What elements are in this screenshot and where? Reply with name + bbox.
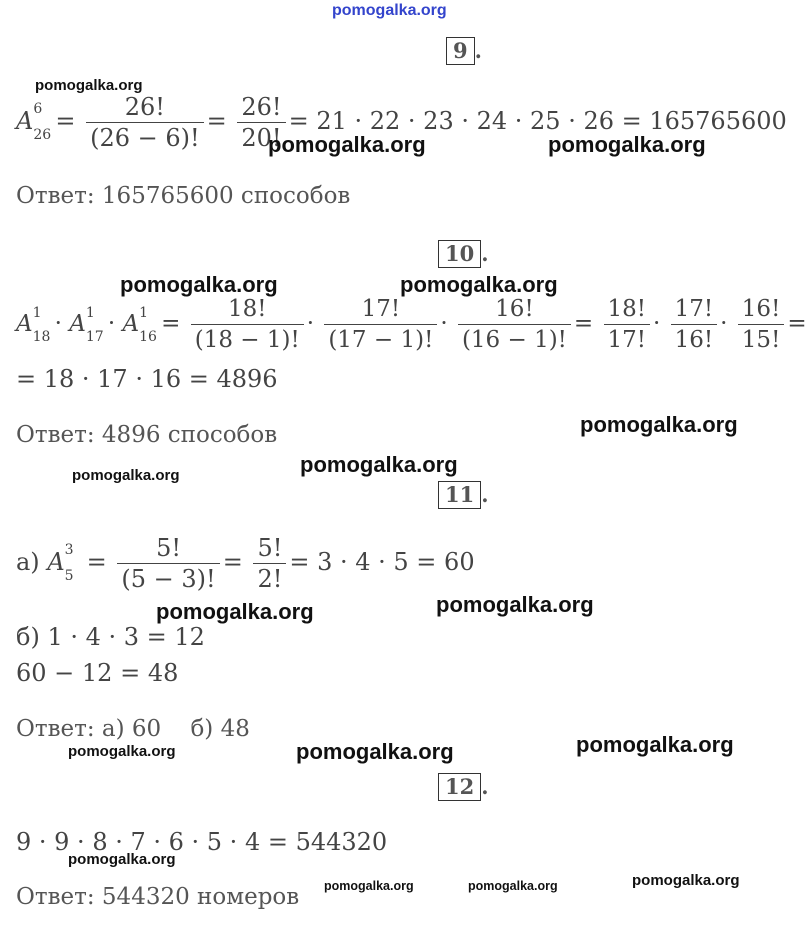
fraction: $\frac{18!}{17!}$: [604, 294, 651, 355]
arrangement-symbol: A 1 17: [69, 304, 104, 345]
watermark: pomogalka.org: [68, 743, 176, 760]
formula-p10: A 1 18 · A 1 17 · A 1 16 = $\frac{18!}{(18 - 1)!}$ · $\frac{17!}{(17 - 1)!}$ · $\frac{16!}{(16 - 1)!}$ = $\frac{18!}{17!}$ · $\frac{17!}{16!}$ · $\frac{16!}{15!}$ =: [16, 296, 807, 353]
fraction: $\frac{18!}{(18 - 1)!}$: [191, 294, 304, 355]
arrangement-symbol: A 1 18: [16, 304, 51, 345]
watermark: pomogalka.org: [548, 132, 706, 157]
watermark: pomogalka.org: [268, 132, 426, 157]
watermark: pomogalka.org: [436, 592, 594, 617]
fraction: $\frac{5!}{(5 - 3)!}$: [117, 533, 219, 594]
watermark: pomogalka.org: [324, 879, 414, 893]
problem-number-10: 10 .: [438, 240, 489, 268]
watermark: pomogalka.org: [468, 879, 558, 893]
watermark: pomogalka.org: [632, 872, 740, 889]
fraction: $\frac{26!}{20!}$: [237, 92, 285, 153]
fraction: $\frac{5!}{2!}$: [253, 533, 286, 594]
answer-p10: Ответ: 4896 способов: [16, 422, 278, 448]
formula-p11b: б) 1 · 4 · 3 = 12: [16, 623, 205, 651]
problem-number-12: 12 .: [438, 773, 489, 801]
watermark: pomogalka.org: [120, 272, 278, 297]
fraction: $\frac{17!}{16!}$: [671, 294, 718, 355]
answer-p12: Ответ: 544320 номеров: [16, 884, 300, 910]
formula-p10-line2: = 18 · 17 · 16 = 4896: [16, 365, 278, 393]
arrangement-symbol: A 1 16: [122, 304, 157, 345]
problem-number-9: 9 .: [446, 37, 482, 65]
watermark: pomogalka.org: [300, 452, 458, 477]
formula-p11-diff: 60 − 12 = 48: [16, 659, 179, 687]
fraction: $\frac{26!}{(26 - 6)!}$: [86, 92, 204, 153]
watermark: pomogalka.org: [72, 467, 180, 484]
watermark-top: pomogalka.org: [332, 2, 447, 19]
watermark: pomogalka.org: [580, 412, 738, 437]
formula-p12: 9 · 9 · 8 · 7 · 6 · 5 · 4 = 544320: [16, 828, 388, 856]
watermark: pomogalka.org: [296, 739, 454, 764]
formula-p11a: а) A 3 5 = $\frac{5!}{(5 - 3)!}$ = $\frac{5!}{2!}$ = 3 · 4 · 5 = 60: [16, 534, 475, 593]
fraction: $\frac{16!}{15!}$: [738, 294, 785, 355]
fraction: $\frac{16!}{(16 - 1)!}$: [458, 294, 571, 355]
watermark: pomogalka.org: [400, 272, 558, 297]
watermark: pomogalka.org: [35, 77, 143, 94]
problem-number-11: 11 .: [438, 481, 489, 509]
answer-p9: Ответ: 165765600 способов: [16, 183, 351, 209]
fraction: $\frac{17!}{(17 - 1)!}$: [324, 294, 437, 355]
arrangement-symbol: A 6 26: [16, 101, 52, 143]
watermark: pomogalka.org: [156, 599, 314, 624]
arrangement-symbol: A 3 5: [47, 542, 74, 584]
answer-p11: Ответ: а) 60 б) 48: [16, 716, 250, 742]
watermark: pomogalka.org: [576, 732, 734, 757]
watermark: pomogalka.org: [68, 851, 176, 868]
formula-p9: A 6 26 = $\frac{26!}{(26 - 6)!}$ = $\frac{26!}{20!}$ = 21 · 22 · 23 · 24 · 25 · 26 = 165765600: [16, 93, 787, 152]
